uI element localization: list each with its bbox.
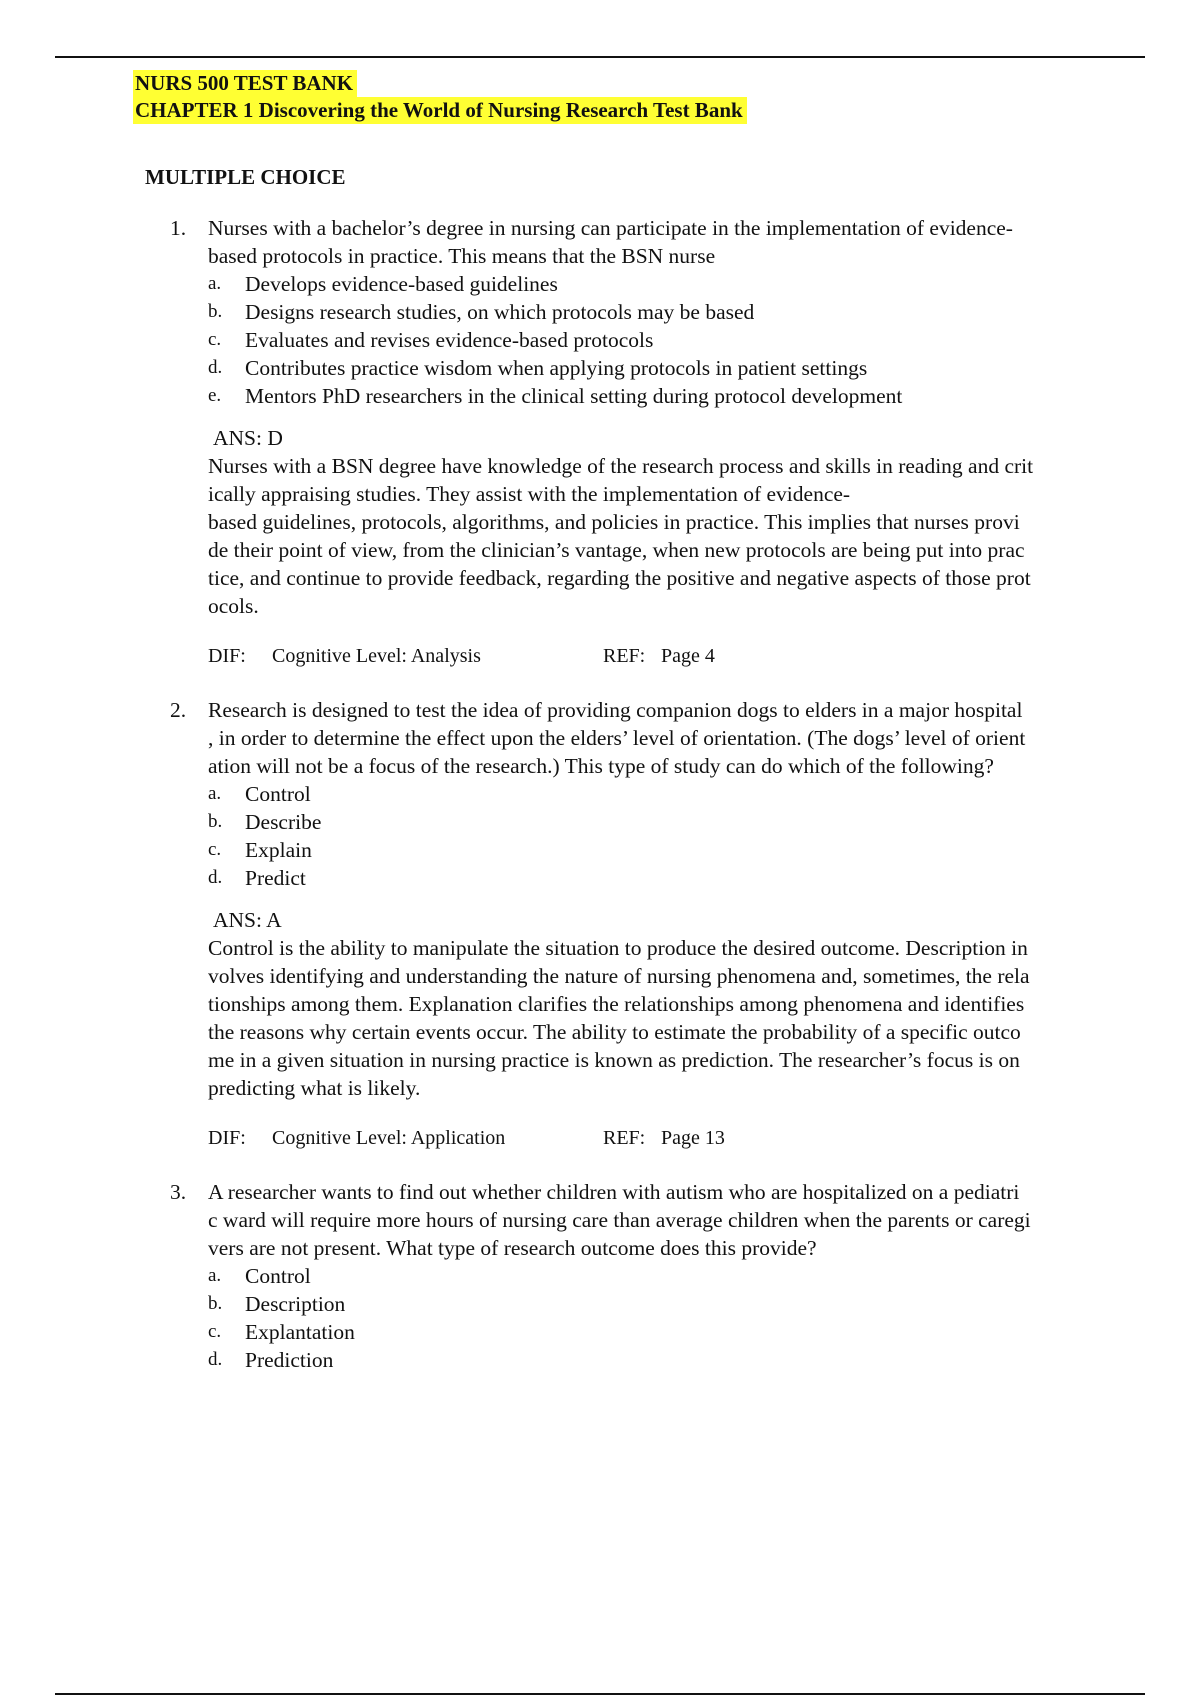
difficulty-label: DIF: [208,1127,246,1149]
option-letter: d. [208,357,223,378]
bottom-rule [55,1693,1145,1695]
question-item [170,1178,1130,1374]
difficulty-value: Cognitive Level: Analysis [272,645,481,667]
question-number: 1. [170,216,187,240]
reference-label: REF: [603,645,646,667]
option-text: Explantation [245,1320,355,1344]
option-text: Description [245,1292,346,1316]
option-letter: a. [208,783,222,804]
option-item [208,864,1130,892]
question-stem [170,214,1130,270]
option-item [208,1346,1130,1374]
option-letter: e. [208,385,222,406]
option-text: Describe [245,810,322,834]
option-item [208,270,1130,298]
question-item [170,696,1130,1152]
reference-value: Page 4 [661,645,715,667]
option-letter: b. [208,811,223,832]
document-header [133,70,747,124]
option-item [208,1290,1130,1318]
option-item [208,326,1130,354]
difficulty-value: Cognitive Level: Application [272,1127,506,1149]
option-text: Explain [245,838,312,862]
option-list [170,1262,1130,1374]
chapter-title: CHAPTER 1 Discovering the World of Nursing Research Test Bank [133,97,747,124]
option-letter: d. [208,867,223,888]
question-text: Research is designed to test the idea of providing companion dogs to elders in a major hospital , in order to determine the effect upon the elders’ level of orientation. (The dogs’ level of orient ation will not be a focus of the research.) This type of study can do which of the following? [208,698,1026,778]
question-number: 3. [170,1180,187,1204]
question-item [170,214,1130,670]
option-text: Mentors PhD researchers in the clinical setting during protocol development [245,384,903,408]
question-stem [170,1178,1130,1262]
option-list [170,270,1130,410]
option-letter: b. [208,301,223,322]
option-text: Prediction [245,1348,334,1372]
option-letter: a. [208,1265,222,1286]
option-item [208,836,1130,864]
option-item [208,382,1130,410]
section-title: MULTIPLE CHOICE [145,165,346,189]
answer-block [170,424,1130,620]
answer-rationale: Control is the ability to manipulate the situation to produce the desired outcome. Description in volves identifying and understanding the nature of nursing phenomena and, sometimes, the rela tionships among them. Explanation clarifies the relationships among phenomena and identifies the reasons why certain events occur. The ability to estimate the probability of a specific outco me in a given situation in nursing practice is known as prediction. The researcher’s focus is on predicting what is likely. [208,936,1030,1100]
option-text: Evaluates and revises evidence-based protocols [245,328,654,352]
question-text: A researcher wants to find out whether children with autism who are hospitalized on a pediatri c ward will require more hours of nursing care than average children when the parents or caregi vers are not present. What type of research outcome does this provide? [208,1180,1031,1260]
question-meta [170,642,1130,670]
option-item [208,808,1130,836]
question-text: Nurses with a bachelor’s degree in nursing can participate in the implementation of evidence- based protocols in practice. This means that the BSN nurse [208,216,1013,268]
difficulty-label: DIF: [208,645,246,667]
option-text: Designs research studies, on which protocols may be based [245,300,755,324]
option-letter: d. [208,1349,223,1370]
option-text: Control [245,1264,311,1288]
option-letter: c. [208,839,222,860]
question-number: 2. [170,698,187,722]
option-letter: c. [208,1321,222,1342]
question-list [170,214,1130,1400]
option-item [208,354,1130,382]
option-text: Develops evidence-based guidelines [245,272,558,296]
answer-rationale: Nurses with a BSN degree have knowledge of the research process and skills in reading and crit ically appraising studies. They assist with the implementation of evidence- based guidelines, protocols, algorithms, and policies in practice. This implies that nurses provi de their point of view, from the clinician’s vantage, when new protocols are being put into prac tice, and continue to provide feedback, regarding the positive and negative aspects of those prot ocols. [208,454,1034,618]
top-rule [55,56,1145,58]
option-item [208,1262,1130,1290]
course-title: NURS 500 TEST BANK [133,70,357,97]
reference-label: REF: [603,1127,646,1149]
question-meta [170,1124,1130,1152]
option-item [208,1318,1130,1346]
answer-key: ANS: A [213,908,282,932]
reference-value: Page 13 [661,1127,725,1149]
answer-block [170,906,1130,1102]
option-text: Control [245,782,311,806]
option-letter: c. [208,329,222,350]
option-letter: a. [208,273,222,294]
option-list [170,780,1130,892]
option-text: Predict [245,866,306,890]
option-text: Contributes practice wisdom when applying protocols in patient settings [245,356,868,380]
option-letter: b. [208,1293,223,1314]
question-stem [170,696,1130,780]
answer-key: ANS: D [213,426,283,450]
option-item [208,298,1130,326]
option-item [208,780,1130,808]
